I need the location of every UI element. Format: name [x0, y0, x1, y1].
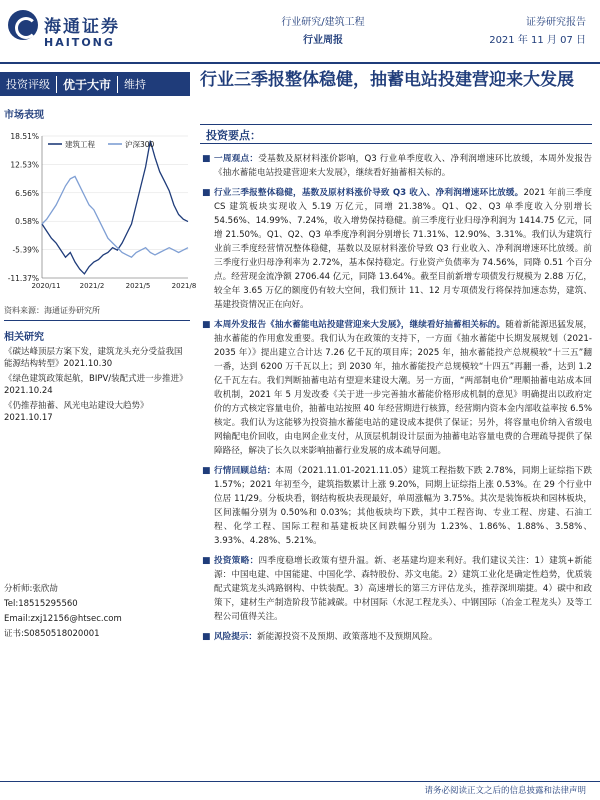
market-performance-heading: 市场表现: [4, 110, 44, 121]
related-research-heading: 相关研究: [4, 332, 44, 343]
related-report-link[interactable]: 《碳达峰顶层方案下发，建筑龙头充分受益我国能源结构转型》2021.10.30: [4, 347, 183, 369]
key-point-text: 四季度稳增长政策有望升温。新、老基建均迎来利好。我们建议关注：1）建筑+新能源：中国电建、中国能建、中国化学、森特股份、苏文电能。2）建筑工业化是确定性趋势，优质装配式建筑龙头鸿路钢构、中铁装配。3）高速增长的第三方评估龙头，推荐深圳瑞捷。4）碳中和政策下，建材生产制造阶段节能减碳。中材国际（水泥工程龙头）、中钢国际（冶金工程龙头）及等工程公司值得关注。: [214, 556, 592, 622]
document-type: 证券研究报告: [526, 17, 586, 28]
chart-source-note: 资料来源：海通证券研究所: [4, 306, 100, 315]
key-point-item: [202, 554, 592, 624]
key-point-text: 新能源投资不及预期、政策落地不及预期风险。: [256, 632, 438, 642]
related-report-link[interactable]: 《仍推荐抽蓄、风光电站建设大趋势》2021.10.17: [4, 401, 149, 423]
analyst-contact: [4, 582, 190, 642]
key-point-text: 受基数及原材料涨价影响，Q3 行业单季度收入、净利润增速环比放缓，本周外发报告《抽水蓄能电站投建营迎来大发展》，继续看好抽蓄相关标的。: [214, 154, 592, 178]
report-type: 行业周报: [303, 35, 343, 46]
key-point-item: [202, 152, 592, 180]
key-point-text: 本周（2021.11.01-2021.11.05）建筑工程指数下跌 2.78%，同期上证综指下跌 1.57%；2021 年初至今，建筑指数累计上涨 9.20%，同期上证综指上涨 0.53%。在 29 个行业中位居 11/29。分板块看，钢结构板块表现最好，单周涨幅为 3.75%。其次是装饰板块和园林板块，区间涨幅分别为 0.50%和 0.03%；其他板块均下跌，其中工程咨询、专业工程、房建、石油工程、化学工程、国际工程和基建板块区间跌幅分别为 1.23%、1.86%、1.88%、3.58%、3.93%、4.28%、5.21%。: [214, 466, 592, 546]
key-point-lead: 风险提示：: [214, 632, 257, 642]
key-points-list: [202, 152, 592, 650]
market-performance-chart: [2, 128, 197, 304]
bullet-icon: ■: [202, 466, 211, 476]
left-divider: [4, 320, 190, 321]
rating-value: 优于大市: [56, 76, 118, 93]
y-tick-label: -5.39%: [12, 245, 39, 255]
y-tick-label: -11.37%: [7, 274, 39, 283]
rating-action: 维持: [124, 78, 147, 91]
analyst-name: 分析师:张欣劼: [4, 584, 58, 594]
related-research-list: [4, 346, 190, 427]
report-title: 行业三季报整体稳健，抽蓄电站投建营迎来大发展: [200, 70, 574, 90]
related-report-link[interactable]: 《绿色建筑政策起航，BIPV/装配式进一步推进》2021.10.24: [4, 374, 188, 396]
y-tick-label: 0.58%: [15, 217, 39, 227]
key-point-item: [202, 630, 592, 644]
series-line-沪深300: [42, 176, 188, 257]
analyst-tel: Tel:18515295560: [4, 599, 78, 609]
key-points-header: [200, 124, 592, 144]
key-points-label: 投资要点：: [206, 129, 261, 142]
x-tick-label: 2021/2: [79, 282, 105, 290]
report-category: 行业研究/建筑工程: [281, 17, 365, 28]
key-point-lead: 行业三季报整体稳健，基数及原材料涨价导致 Q3 收入、净利润增速环比放缓。: [214, 188, 524, 198]
y-tick-label: 18.51%: [10, 132, 39, 141]
key-point-lead: 本周外发报告《抽水蓄能电站投建营迎来大发展》，继续看好抽蓄相关标的。: [214, 320, 506, 330]
report-meta: [489, 14, 586, 50]
investment-rating-bar: [0, 72, 190, 96]
series-line-建筑工程: [42, 141, 188, 274]
key-point-item: [202, 464, 592, 548]
logo-emblem-icon: [8, 10, 38, 40]
bullet-icon: ■: [202, 320, 211, 330]
bullet-icon: ■: [202, 556, 211, 566]
y-tick-label: 12.53%: [10, 160, 39, 170]
footer-divider: [0, 781, 600, 782]
report-date: 2021 年 11 月 07 日: [489, 35, 586, 46]
logo-chinese-text: 海通证券: [44, 17, 120, 37]
haitong-logo: [8, 6, 128, 64]
rating-label: 投资评级: [6, 78, 50, 91]
key-point-item: [202, 186, 592, 312]
header-divider: [0, 62, 600, 64]
analyst-certificate: 证书:S0850518020001: [4, 629, 100, 639]
bullet-icon: ■: [202, 154, 211, 164]
x-tick-label: 2021/8: [171, 282, 197, 290]
key-point-lead: 行情回顾总结：: [214, 466, 276, 476]
report-category-block: [258, 14, 388, 50]
key-point-item: [202, 318, 592, 458]
legend-label: 沪深300: [125, 140, 155, 149]
key-point-lead: 一周观点：: [214, 154, 259, 164]
disclaimer-note: 请务必阅读正文之后的信息披露和法律声明: [424, 786, 586, 796]
x-tick-label: 2020/11: [31, 282, 61, 290]
logo-english-text: HAITONG: [44, 36, 115, 49]
bullet-icon: ■: [202, 188, 211, 198]
key-point-text: 2021 年前三季度 CS 建筑板块实现收入 5.19 万亿元，同增 21.38%。Q1、Q2、Q3 单季度收入分别增长 54.56%、14.99%、7.24%，收入增势保持稳健。前三季度行业归母净利润为 1414.75 亿元，同增 21.50%。Q1、Q2、Q3 单季度净利润分别增长 71.31%、12.90%、3.31%。我们认为建筑行业前三季度经营情况整体稳健，基数以及原材料涨价导致 Q3 行业收入、净利润增速环比放缓。前三季度行业归母净利率为 2.72%，基本保持稳定。行业资产负债率为 74.56%，同降 0.51 个百分点。经营现金流净额 2706.44 亿元，同降 13.64%。截至目前新增专项债发行规模为 2.88 万亿，较全年 3.65 万亿的额度仍有较大空间，我们预计 11、12 月专项债发行将保持加速态势，建筑、基建投资情况正在向好。: [214, 188, 592, 310]
y-tick-label: 6.56%: [15, 188, 39, 198]
bullet-icon: ■: [202, 632, 211, 642]
key-point-lead: 投资策略：: [214, 556, 259, 566]
analyst-email[interactable]: Email:zxj12156@htsec.com: [4, 614, 122, 624]
legend-label: 建筑工程: [65, 140, 95, 149]
x-tick-label: 2021/5: [125, 282, 151, 290]
key-point-text: 随着新能源迅猛发展，抽水蓄能的作用愈发重要。我们认为在政策的支持下，一方面《抽水蓄能中长期发展规划（2021-2035 年）》提出建立合计达 7.26 亿千瓦的项目库；2025 年，抽水蓄能投产总规模较“十三五”翻一番，达到 6200 万千瓦以上；到 2030 年，抽水蓄能投产总规模较“十四五”再翻一番，达到 1.2 亿千瓦左右。我们判断抽蓄电站有望迎来建设大潮。另一方面，“两部制电价”理顺抽蓄电站成本回收机制，2021 年 5 月发改委《关于进一步完善抽水蓄能价格形成机制的意见》明确提出以政府定价的方式核定容量电价，抽蓄电站按照 40 年经营期进行核算，经营期内资本金内部收益率按 6.5%核定。我们认为这能够为投资抽水蓄能电站的建设成本提供了保证；另外，将容量电价纳入省级电网输配电价回收，由电网企业支付，从顶层机制设计层面为抽蓄电站容量电费的合理疏导提供了保障路径，解决了长久以来影响抽蓄行业发展的成本疏导问题。: [214, 320, 592, 456]
